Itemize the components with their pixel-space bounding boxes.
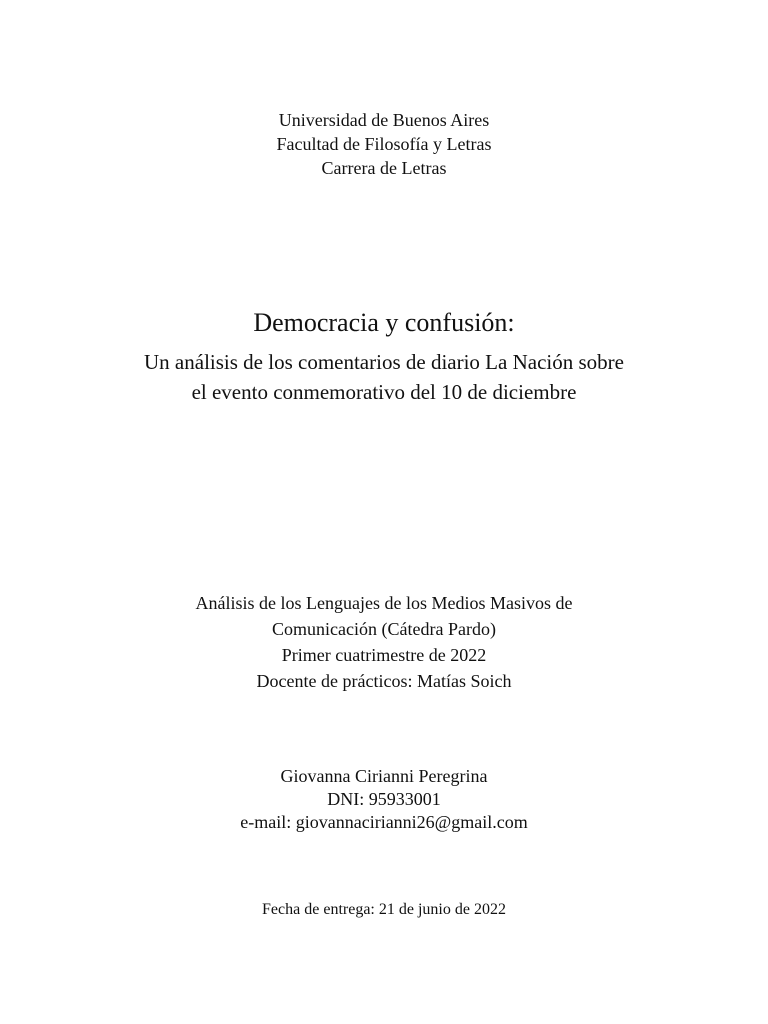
delivery-info — [0, 899, 768, 921]
course-info — [0, 590, 768, 694]
author-email: e-mail: giovannacirianni26@gmail.com — [240, 812, 528, 832]
university-name: Universidad de Buenos Aires — [278, 110, 490, 130]
course-teacher: Docente de prácticos: Matías Soich — [256, 671, 512, 691]
career-name: Carrera de Letras — [321, 158, 447, 178]
course-term: Primer cuatrimestre de 2022 — [281, 645, 487, 665]
author-info — [0, 765, 768, 834]
course-name-line-2: Comunicación (Cátedra Pardo) — [272, 619, 496, 639]
course-name-line-1: Análisis de los Lenguajes de los Medios Masivos de — [195, 593, 573, 613]
subtitle-line-2: el evento conmemorativo del 10 de diciembre — [191, 380, 577, 404]
document-subtitle — [0, 347, 768, 407]
faculty-name: Facultad de Filosofía y Letras — [276, 134, 492, 154]
subtitle-line-1: Un análisis de los comentarios de diario La Nación sobre — [144, 350, 624, 374]
document-title — [0, 306, 768, 340]
title-text: Democracia y confusión: — [253, 308, 515, 337]
author-name: Giovanna Cirianni Peregrina — [280, 766, 488, 786]
institution-header — [0, 108, 768, 180]
delivery-date: Fecha de entrega: 21 de junio de 2022 — [262, 901, 506, 918]
author-dni: DNI: 95933001 — [327, 789, 441, 809]
